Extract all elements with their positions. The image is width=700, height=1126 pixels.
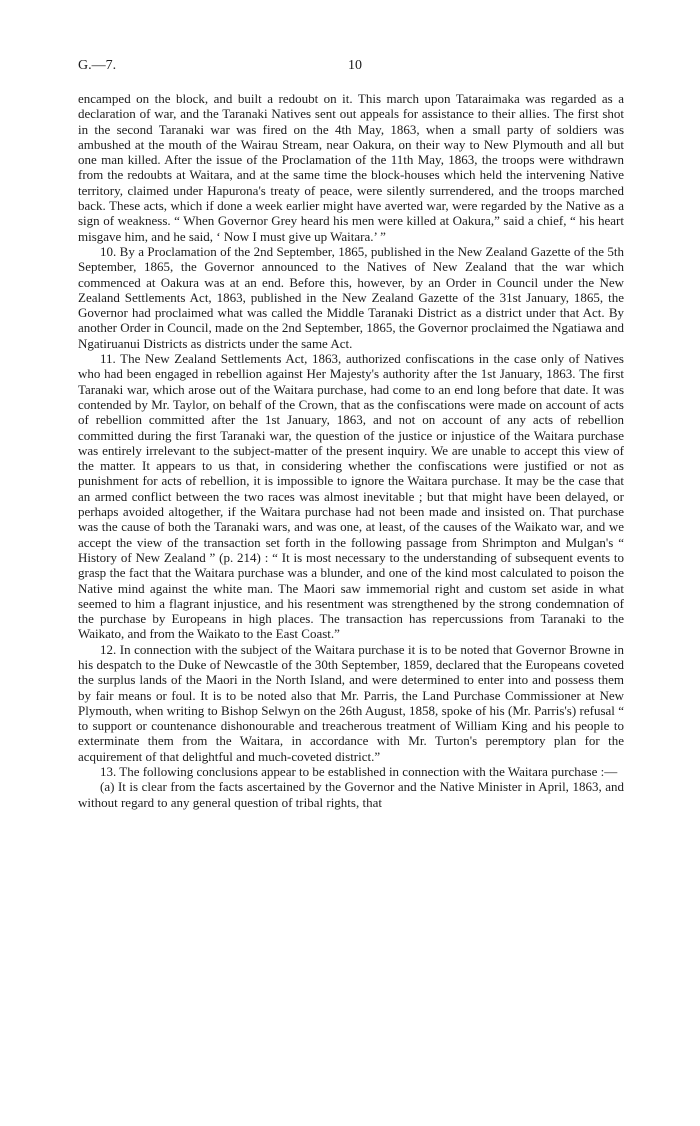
paragraph-13-a: (a) It is clear from the facts ascertained by the Governor and the Native Minister in April, 1863, and without regard to any general question of tribal rights, that	[78, 779, 624, 810]
paragraph-13: 13. The following conclusions appear to be established in connection with the Waitara purchase :—	[100, 764, 618, 780]
body-text	[78, 91, 624, 810]
paragraph-11: 11. The New Zealand Settlements Act, 1863, authorized confiscations in the case only of Natives who had been engaged in rebellion against Her Majesty's authority after the 1st January, 1863. The first Taranaki war, which arose out of the Waitara purchase, had come to an end long before that date. It was contended by Mr. Taylor, on behalf of the Crown, that as the confiscations were made on account of acts of rebellion committed after the 1st January, 1863, and not on account of any acts of rebellion committed during the first Taranaki war, the question of the justice or injustice of the Waitara purchase was entirely irrelevant to the subject-matter of the present inquiry. We are unable to accept this view of the matter. It appears to us that, in considering whether the confiscations were justified or not as punishment for acts of rebellion, it is impossible to ignore the Waitara purchase. It may be the case that an armed conflict between the two races was almost inevitable ; but that might have been delayed, or perhaps avoided altogether, if the Waitara purchase had not been made and insisted on. That purchase was the cause of both the Taranaki wars, and was one, at least, of the causes of the Waikato war, and we accept the view of the transaction set forth in the following passage from Shrimpton and Mulgan's “ History of New Zealand ” (p. 214) : “ It is most necessary to the understanding of subsequent events to grasp the fact that the Waitara purchase was a blunder, and one of the kind most calculated to poison the Native mind against the white man. The Maori saw immemorial right and custom set aside in what seemed to him a flagrant injustice, and his resentment was strengthened by the strong condemnation of the purchase by Europeans in high places. The transaction has repercussions from Taranaki to the Waikato, and from the Waikato to the East Coast.”	[78, 351, 624, 642]
page-number: 10	[348, 58, 362, 73]
paragraph-12: 12. In connection with the subject of the Waitara purchase it is to be noted that Governor Browne in his despatch to the Duke of Newcastle of the 30th September, 1859, declared that the Europeans coveted the surplus lands of the Maori in the North Island, and were determined to enter into and possess them by fair means or foul. It is to be noted also that Mr. Parris, the Land Purchase Commissioner at New Plymouth, when writing to Bishop Selwyn on the 26th August, 1858, spoke of his (Mr. Parris's) refusal “ to support or countenance dishonourable and treacherous treatment of William King and his people to exterminate them from the Waitara, in accordance with Mr. Turton's peremptory plan for the acquirement of that delightful and much-coveted district.”	[78, 641, 624, 764]
page-header	[78, 58, 624, 78]
document-reference: G.—7.	[78, 58, 117, 73]
paragraph-continuation: encamped on the block, and built a redoubt on it. This march upon Tataraimaka was regarded as a declaration of war, and the Taranaki Natives sent out appeals for assistance to their allies. The first shot in the second Taranaki war was fired on the 4th May, 1863, when a small party of soldiers was ambushed at the mouth of the Wairau Stream, near Oakura, on their way to New Plymouth and all but one man killed. After the issue of the Proclamation of the 11th May, 1863, the troops were withdrawn from the redoubts at Waitara, and at the same time the block-houses which held the intervening Native territory, claimed under Hapurona's treaty of peace, were silently surrendered, and the troops marched back. These acts, which if done a week earlier might have averted war, were regarded by the Native as a sign of weakness. “ When Governor Grey heard his men were killed at Oakura,” said a chief, “ his heart misgave him, and he said, ‘ Now I must give up Waitara.’ ”	[78, 91, 624, 244]
paragraph-10: 10. By a Proclamation of the 2nd September, 1865, published in the New Zealand Gazette of the 5th September, 1865, the Governor announced to the Natives of New Zealand that the war which commenced at Oakura was at an end. Before this, however, by an Order in Council under the New Zealand Settlements Act, 1863, published in the New Zealand Gazette of the 31st January, 1865, the Governor had proclaimed what was called the Middle Taranaki District as a district under that Act. By another Order in Council, made on the 2nd September, 1865, the Governor proclaimed the Ngatiawa and Ngatiruanui Districts as districts under the same Act.	[78, 243, 624, 351]
